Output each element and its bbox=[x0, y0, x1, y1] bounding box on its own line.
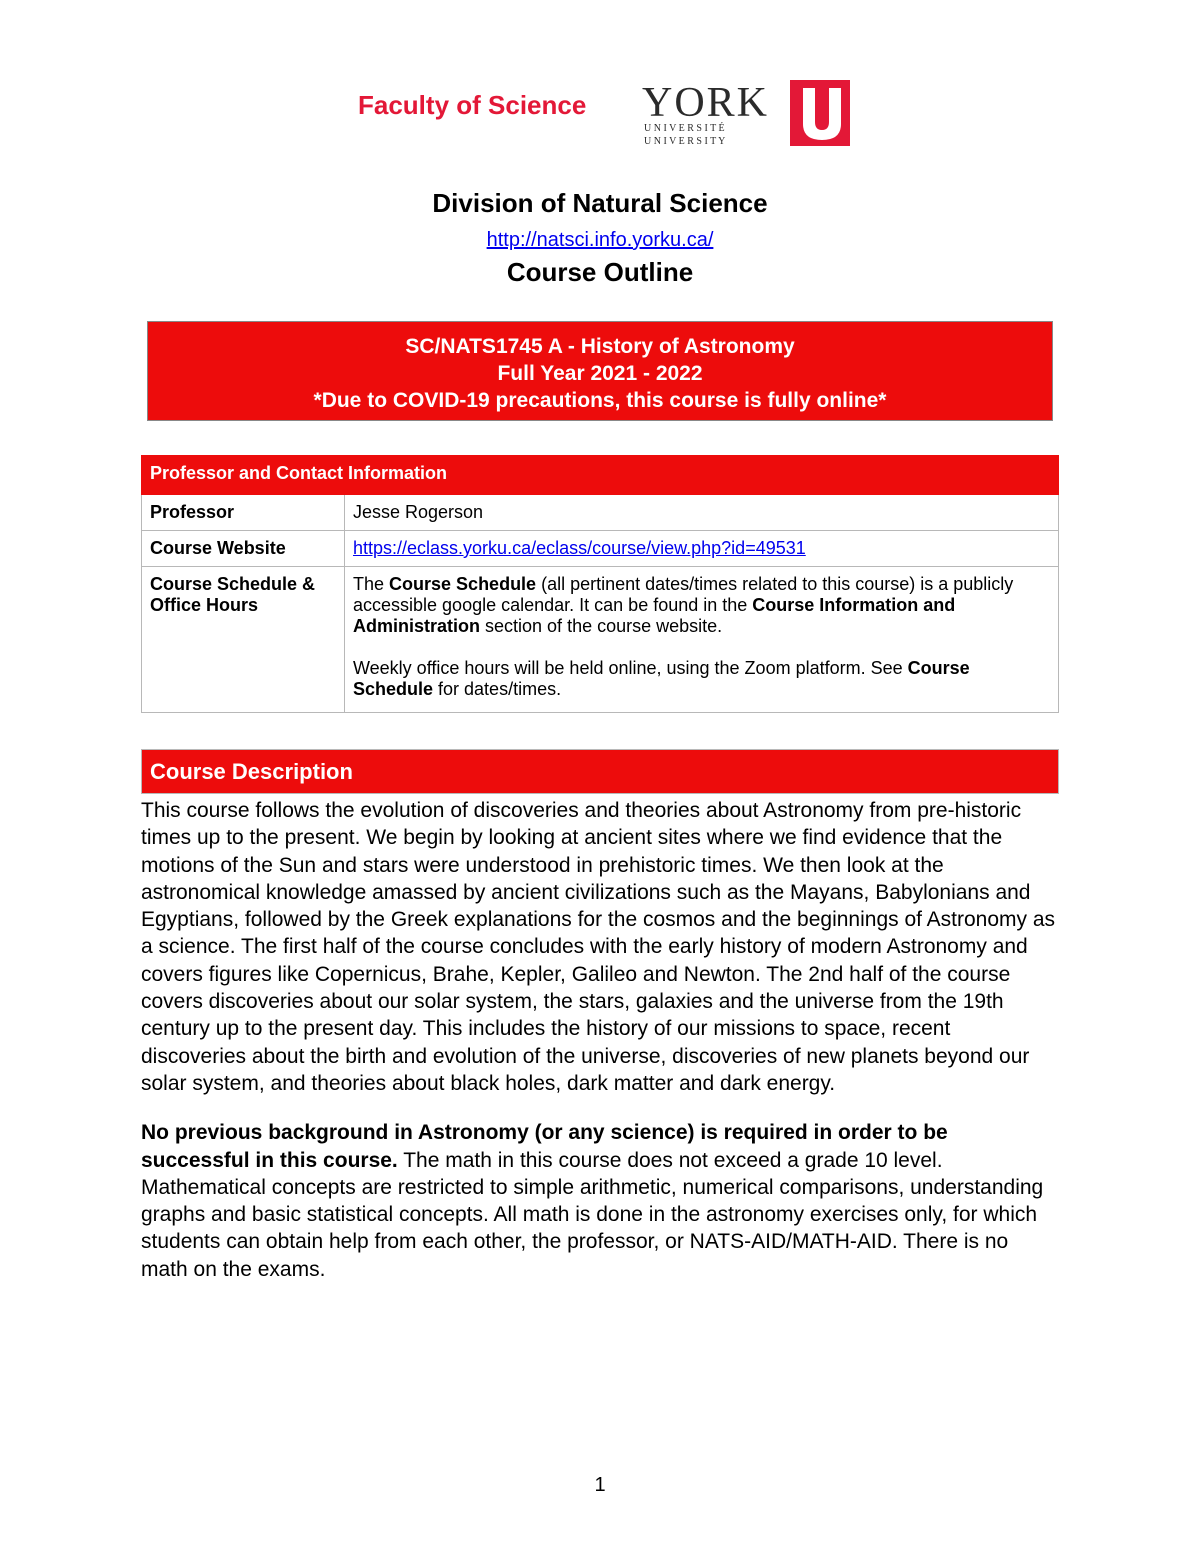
schedule-label bbox=[142, 567, 345, 713]
page-number: 1 bbox=[594, 1474, 606, 1496]
course-code-title: SC/NATS1745 A - History of Astronomy bbox=[405, 335, 795, 358]
website-cell bbox=[345, 531, 1059, 567]
text-run: (all pertinent dates/times related to this course) is a publicly accessible google calendar. It can be found in the bbox=[353, 574, 1014, 615]
course-term: Full Year 2021 - 2022 bbox=[497, 362, 703, 385]
logo-wordmark: YORK bbox=[642, 80, 770, 126]
division-title: Division of Natural Science bbox=[432, 188, 768, 218]
text-run: for dates/times. bbox=[433, 679, 562, 699]
text-run: section of the course website. bbox=[480, 616, 723, 636]
prerequisite-note: No previous background in Astronomy (or any science) is required in order to be successful in this course. bbox=[141, 1121, 948, 1172]
logo-line-university: U N I V E R S I T Y bbox=[644, 136, 726, 147]
text-run: The bbox=[353, 574, 390, 594]
website-label: Course Website bbox=[142, 531, 345, 567]
description-paragraph-1: This course follows the evolution of discoveries and theories about Astronomy from pre-historic times up to the present. We begin by looking at ancient sites where we find evidence that the motions of the Sun and stars were understood in prehistoric times. We then look at the astronomical knowledge amassed by ancient civilizations such as the Mayans, Babylonians and Egyptians, followed by the Greek explanations for the cosmos and the beginnings of Astronomy as a science. The first half of the course concludes with the early history of modern Astronomy and covers figures like Copernicus, Brahe, Kepler, Galileo and Newton. The 2nd half of the course covers discoveries about our solar system, the stars, galaxies and the universe from the 19th century up to the present day. This includes the history of our missions to space, recent discoveries about the birth and evolution of the universe, discoveries of new planets beyond our solar system, and theories about black holes, dark matter and dark energy. bbox=[141, 799, 1056, 1095]
text-run-bold: Course Schedule bbox=[353, 658, 970, 699]
course-website-link[interactable]: https://eclass.yorku.ca/eclass/course/view.php?id=49531 bbox=[353, 538, 806, 558]
text-run: Weekly office hours will be held online, using the Zoom platform. See bbox=[353, 658, 908, 678]
faculty-title: Faculty of Science bbox=[358, 90, 587, 120]
division-url-link[interactable]: http://natsci.info.yorku.ca/ bbox=[486, 229, 714, 251]
text-run-bold: Course Schedule bbox=[389, 574, 537, 594]
schedule-label-line2: Office Hours bbox=[150, 595, 259, 615]
math-note: The math in this course does not exceed a grade 10 level. Mathematical concepts are restricted to simple arithmetic, numerical comparisons, understanding graphs and basic statistical concepts. All math is done in the astronomy exercises only, for which students can obtain help from each other, the professor, or NATS-AID/MATH-AID. There is no math on the exams. bbox=[141, 1148, 1044, 1281]
york-university-logo bbox=[640, 78, 852, 148]
table-row bbox=[142, 531, 1059, 567]
schedule-label-line1: Course Schedule & bbox=[150, 574, 316, 594]
course-banner bbox=[147, 321, 1053, 421]
table-row bbox=[142, 495, 1059, 531]
schedule-cell bbox=[345, 567, 1059, 713]
division-link-wrap bbox=[0, 229, 1200, 252]
description-paragraph-2 bbox=[141, 1119, 1059, 1283]
professor-label: Professor bbox=[142, 495, 345, 531]
course-outline-title: Course Outline bbox=[506, 257, 694, 287]
course-covid-note: *Due to COVID-19 precautions, this course is fully online* bbox=[313, 389, 887, 412]
schedule-paragraph bbox=[353, 574, 1050, 637]
course-description-heading: Course Description bbox=[141, 749, 1059, 794]
text-run-bold: Course Information and Administration bbox=[353, 595, 956, 636]
logo-line-universite: U N I V E R S I T É bbox=[644, 123, 725, 134]
course-description bbox=[141, 797, 1059, 1283]
table-row bbox=[142, 567, 1059, 713]
contact-table bbox=[141, 455, 1059, 713]
contact-table-header-row bbox=[142, 456, 1059, 495]
contact-heading: Professor and Contact Information bbox=[142, 456, 1059, 495]
office-hours-paragraph bbox=[353, 658, 1050, 700]
professor-value: Jesse Rogerson bbox=[345, 495, 1059, 531]
